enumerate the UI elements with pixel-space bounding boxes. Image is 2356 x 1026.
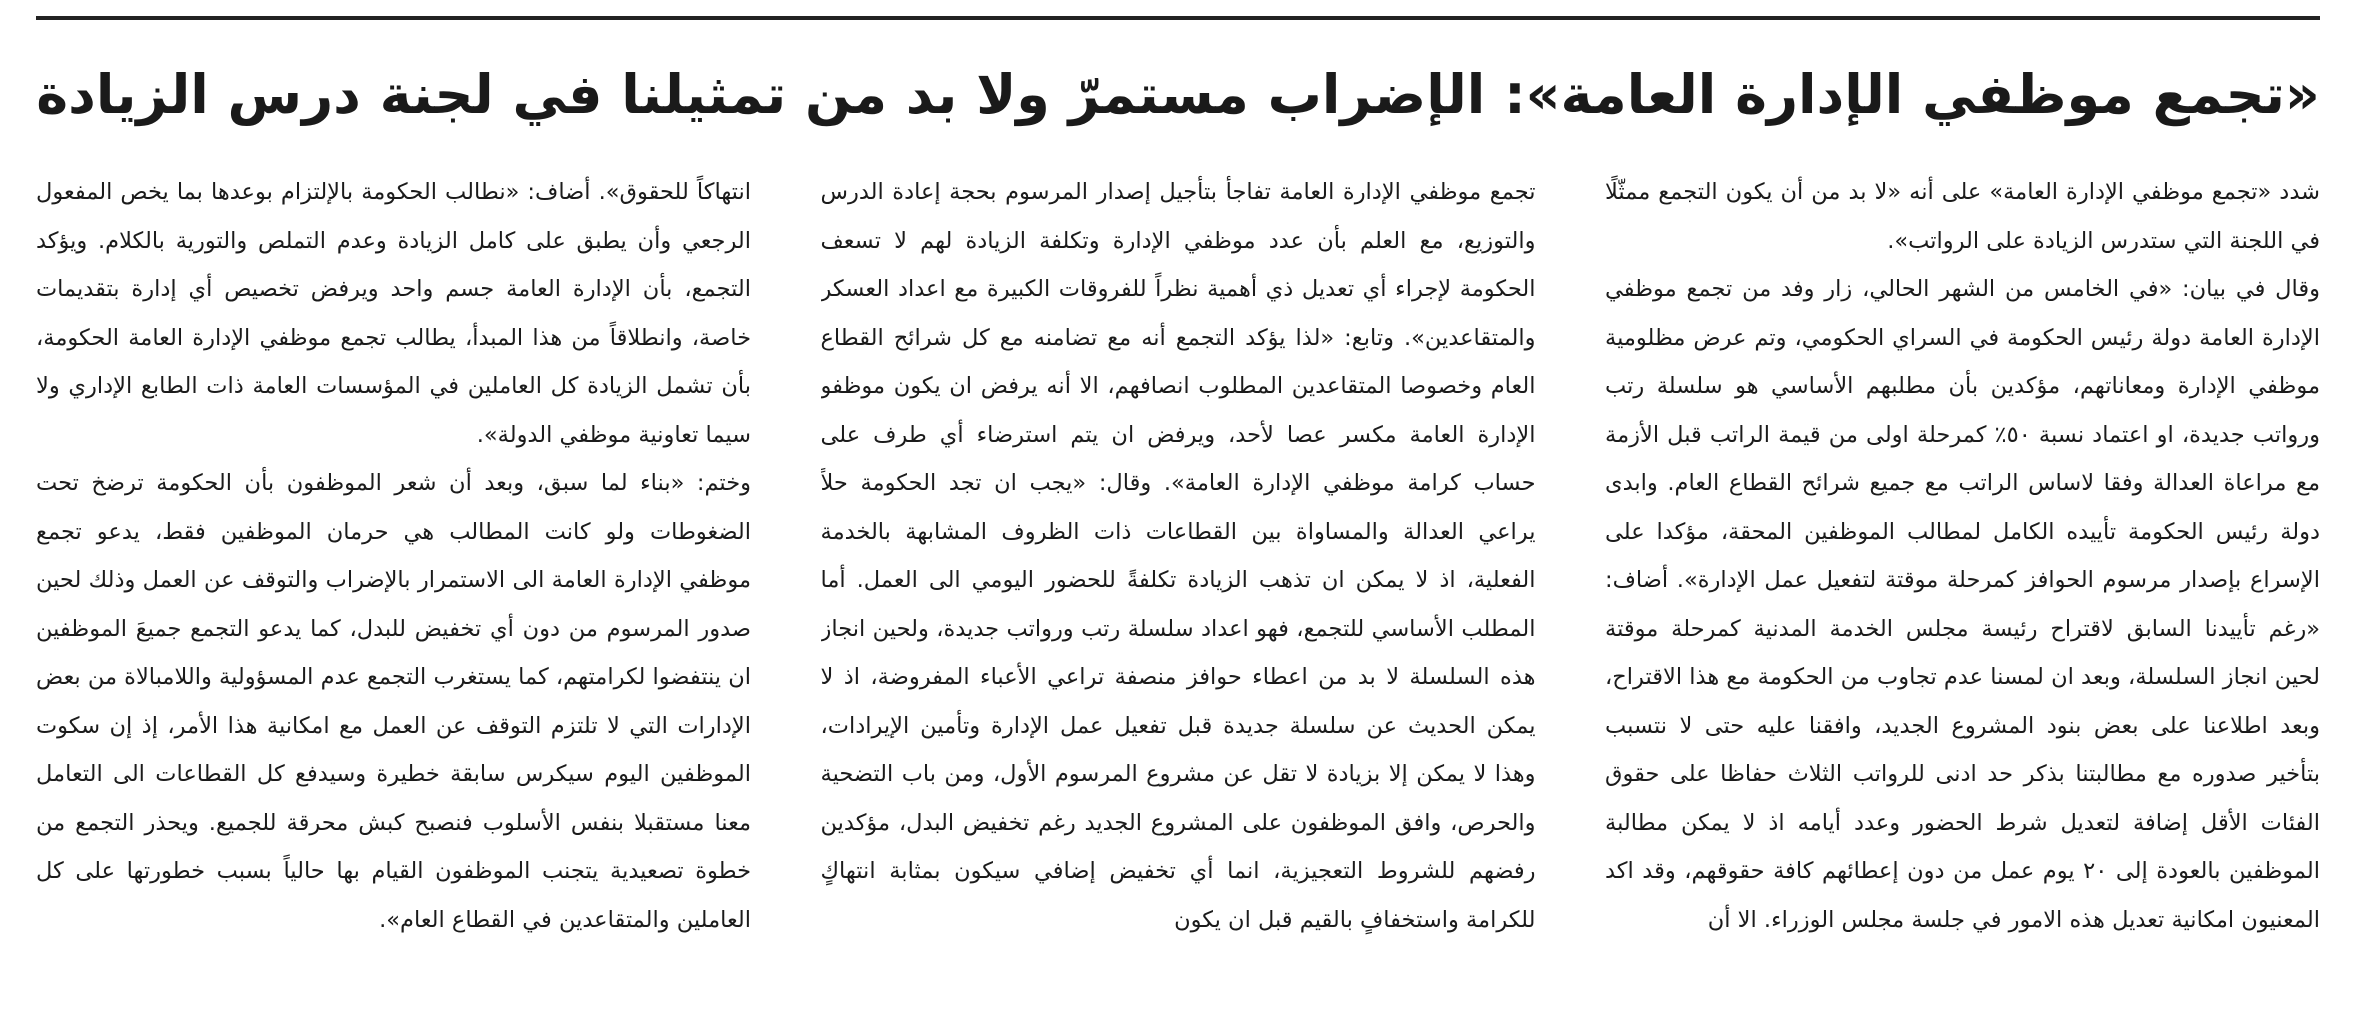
column-left — [36, 168, 751, 1008]
top-rule — [36, 16, 2320, 20]
paragraph: تجمع موظفي الإدارة العامة تفاجأ بتأجيل إصدار المرسوم بحجة إعادة الدرس والتوزيع، مع العلم بأن عدد موظفي الإدارة وتكلفة الزيادة لهم لا تسعف الحكومة لإجراء أي تعديل ذي أهمية نظراً للفروقات الكبيرة مع اعداد العسكر والمتقاعدين». وتابع: «لذا يؤكد التجمع أنه مع تضامنه مع كل شرائح القطاع العام وخصوصا المتقاعدين المطلوب انصافهم، الا أنه يرفض ان يكون موظفو الإدارة العامة مكسر عصا لأحد، ويرفض ان يتم استرضاء أي طرف على حساب كرامة موظفي الإدارة العامة». وقال: «يجب ان تجد الحكومة حلاً يراعي العدالة والمساواة بين القطاعات ذات الظروف المشابهة بالخدمة الفعلية، اذ لا يمكن ان تذهب الزيادة تكلفةً للحضور اليومي الى العمل. أما المطلب الأساسي للتجمع، فهو اعداد سلسلة رتب ورواتب جديدة، ولحين انجاز هذه السلسلة لا بد من اعطاء حوافز منصفة تراعي الأعباء المفروضة، اذ لا يمكن الحديث عن سلسلة جديدة قبل تفعيل عمل الإدارة وتأمين الإيرادات، وهذا لا يمكن إلا بزيادة لا تقل عن مشروع المرسوم الأول، ومن باب التضحية والحرص، وافق الموظفون على المشروع الجديد رغم تخفيض البدل، مؤكدين رفضهم للشروط التعجيزية، انما أي تخفيض إضافي سيكون بمثابة انتهاكٍ للكرامة واستخفافٍ بالقيم قبل ان يكون — [820, 179, 1536, 933]
paragraph: وقال في بيان: «في الخامس من الشهر الحالي، زار وفد من تجمع موظفي الإدارة العامة دولة رئيس الحكومة في السراي الحكومي، وتم عرض مظلومية موظفي الإدارة ومعاناتهم، مؤكدين بأن مطلبهم الأساسي هو سلسلة رتب ورواتب جديدة، او اعتماد نسبة ٥٠٪ كمرحلة اولى من قيمة الراتب قبل الأزمة مع مراعاة العدالة وفقا لاساس الراتب مع جميع شرائح القطاع العام. وابدى دولة رئيس الحكومة تأييده الكامل لمطالب الموظفين المحقة، مؤكدا على الإسراع بإصدار مرسوم الحوافز كمرحلة موقتة لتفعيل عمل الإدارة». أضاف: «رغم تأييدنا السابق لاقتراح رئيسة مجلس الخدمة المدنية كمرحلة موقتة لحين انجاز السلسلة، وبعد ان لمسنا عدم تجاوب من الحكومة مع هذا الاقتراح، وبعد اطلاعنا على بعض بنود المشروع الجديد، وافقنا عليه حتى لا نتسبب بتأخير صدوره مع مطالبتنا بذكر حد ادنى للرواتب الثلاث حفاظا على حقوق الفئات الأقل إضافة لتعديل شرط الحضور وعدد أيامه اذ لا يمكن مطالبة الموظفين بالعودة إلى ٢٠ يوم عمل من دون إعطائهم كافة حقوقهم، وقد اكد المعنيون امكانية تعديل هذه الامور في جلسة مجلس الوزراء. الا أن — [1605, 276, 2320, 933]
paragraph: وختم: «بناء لما سبق، وبعد أن شعر الموظفون بأن الحكومة ترضخ تحت الضغوطات ولو كانت المطالب هي حرمان الموظفين فقط، يدعو تجمع موظفي الإدارة العامة الى الاستمرار بالإضراب والتوقف عن العمل وذلك لحين صدور المرسوم من دون أي تخفيض للبدل، كما يدعو التجمع جميعَ الموظفين ان ينتفضوا لكرامتهم، كما يستغرب التجمع عدم المسؤولية واللامبالاة من بعض الإدارات التي لا تلتزم التوقف عن العمل مع امكانية هذا الأمر، إذ إن سكوت الموظفين اليوم سيكرس سابقة خطيرة وسيدفع كل القطاعات الى التعامل معنا مستقبلا بنفس الأسلوب فنصبح كبش محرقة للجميع. ويحذر التجمع من خطوة تصعيدية يتجنب الموظفون القيام بها حالياً بسبب خطورتها على كل العاملين والمتقاعدين في القطاع العام». — [36, 470, 751, 933]
paragraph: شدد «تجمع موظفي الإدارة العامة» على أنه «لا بد من أن يكون التجمع ممثّلًا في اللجنة التي ستدرس الزيادة على الرواتب». — [1605, 179, 2320, 254]
column-middle — [821, 168, 1536, 1008]
headline: «تجمع موظفي الإدارة العامة»: الإضراب مستمرّ ولا بد من تمثيلنا في لجنة درس الزيادة — [36, 63, 2320, 126]
column-right — [1605, 168, 2320, 1008]
article-body — [36, 168, 2320, 1008]
paragraph: انتهاكاً للحقوق». أضاف: «نطالب الحكومة بالإلتزام بوعدها بما يخص المفعول الرجعي وأن يطبق على كامل الزيادة وعدم التملص والتورية بالكلام. ويؤكد التجمع، بأن الإدارة العامة جسم واحد ويرفض تخصيص أي إدارة بتقديمات خاصة، وانطلاقاً من هذا المبدأ، يطالب تجمع موظفي الإدارة العامة الحكومة، بأن تشمل الزيادة كل العاملين في المؤسسات العامة ذات الطابع الإداري ولا سيما تعاونية موظفي الدولة». — [36, 179, 751, 448]
